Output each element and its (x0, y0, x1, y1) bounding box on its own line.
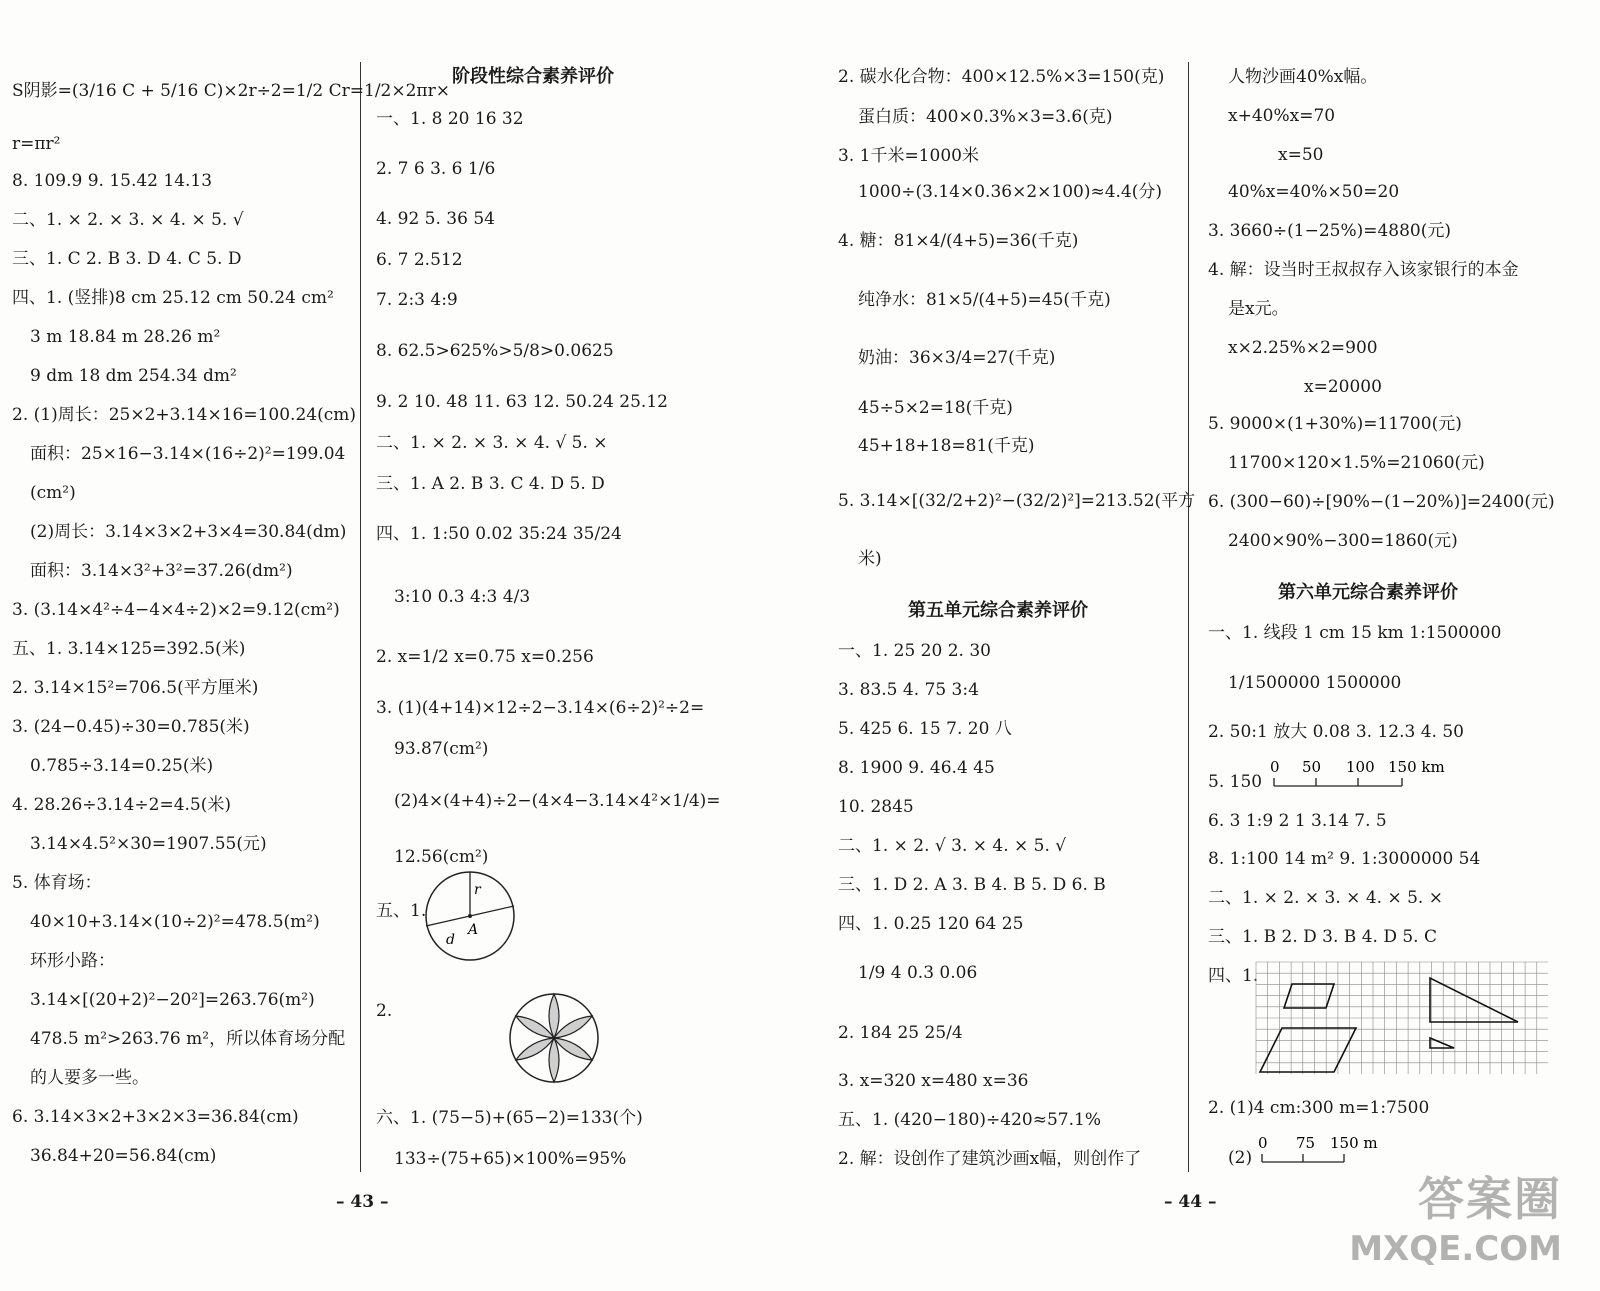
text-line: 5. 150 (1208, 772, 1263, 792)
page-number-43: – 43 – (336, 1192, 389, 1212)
circle-figure (422, 868, 518, 964)
text-line: 3 m 18.84 m 28.26 m² (30, 327, 221, 347)
text-line: r=πr² (12, 134, 61, 154)
text-line: 三、1. B 2. D 3. B 4. D 5. C (1208, 927, 1437, 947)
watermark-url: MXQE.COM (1349, 1229, 1562, 1269)
text-line: 三、1. C 2. B 3. D 4. C 5. D (12, 249, 242, 269)
text-line: 40%x=40%×50=20 (1228, 182, 1400, 202)
scale-bar-150km (1268, 758, 1468, 794)
text-line: (2) (1228, 1148, 1253, 1168)
text-line: x×2.25%×2=900 (1228, 338, 1378, 358)
svg-text:0: 0 (1270, 758, 1280, 776)
text-line: 3.14×[(20+2)²−20²]=263.76(m²) (30, 990, 315, 1010)
text-line: 3. 83.5 4. 75 3:4 (838, 680, 979, 700)
text-line: 36.84+20=56.84(cm) (30, 1146, 217, 1166)
text-line: 1/9 4 0.3 0.06 (858, 963, 978, 983)
text-line: 四、1. (竖排)8 cm 25.12 cm 50.24 cm² (12, 288, 334, 308)
text-line: 11700×120×1.5%=21060(元) (1228, 453, 1485, 473)
text-line: 3. 1千米=1000米 (838, 146, 979, 166)
text-line: 8. 62.5>625%>5/8>0.0625 (376, 341, 614, 361)
text-line: 4. 糖：81×4/(4+5)=36(千克) (838, 231, 1079, 251)
text-line: 1000÷(3.14×0.36×2×100)≈4.4(分) (858, 182, 1163, 202)
text-line: 蛋白质：400×0.3%×3=3.6(克) (858, 107, 1113, 127)
text-line: 的人要多一些。 (30, 1068, 149, 1088)
column-divider-right (1188, 62, 1189, 1172)
text-line: 5. 425 6. 15 7. 20 八 (838, 719, 1012, 739)
text-line: x=50 (1278, 145, 1324, 165)
text-line: 12.56(cm²) (394, 847, 489, 867)
text-line: 0.785÷3.14=0.25(米) (30, 756, 214, 776)
text-line: 3. (3.14×4²÷4−4×4÷2)×2=9.12(cm²) (12, 600, 340, 620)
grid-drawing-figure (1254, 960, 1554, 1078)
text-line: 人物沙画40%x幅。 (1228, 67, 1378, 87)
text-line: 6. (300−60)÷[90%−(1−20%)]=2400(元) (1208, 492, 1555, 512)
text-line: 4. 解：设当时王叔叔存入该家银行的本金 (1208, 260, 1519, 280)
radius-label: r (474, 882, 481, 898)
text-line: 2. (376, 1001, 393, 1021)
text-line: 6. 3.14×3×2+3×2×3=36.84(cm) (12, 1107, 299, 1127)
section-title: 第五单元综合素养评价 (908, 600, 1088, 621)
text-line: 4. 92 5. 36 54 (376, 209, 495, 229)
text-line: 3:10 0.3 4:3 4/3 (394, 587, 531, 607)
text-line: 2400×90%−300=1860(元) (1228, 531, 1458, 551)
text-line: 四、1. 0.25 120 64 25 (838, 914, 1024, 934)
text-line: 5. 体育场： (12, 873, 102, 893)
text-line: 米) (858, 549, 882, 569)
column-divider-left (360, 62, 361, 1172)
watermark-logo-text: 答案圈 (1418, 1172, 1562, 1226)
section-title: 阶段性综合素养评价 (452, 66, 614, 87)
svg-text:150 m: 150 m (1330, 1134, 1378, 1152)
text-line: 5. 9000×(1+30%)=11700(元) (1208, 414, 1462, 434)
text-line: 四、1. (1208, 966, 1259, 986)
text-line: S阴影=(3/16 C + 5/16 C)×2r÷2=1/2 Cr=1/2×2πr× (12, 81, 450, 101)
text-line: (2)4×(4+4)÷2−(4×4−3.14×4²×1/4)= (394, 791, 721, 811)
text-line: 奶油：36×3/4=27(千克) (858, 348, 1056, 368)
text-line: 环形小路： (30, 951, 115, 971)
text-line: 93.87(cm²) (394, 739, 489, 759)
text-line: 三、1. A 2. B 3. C 4. D 5. D (376, 474, 605, 494)
text-line: x+40%x=70 (1228, 106, 1336, 126)
text-line: 面积：3.14×3²+3²=37.26(dm²) (30, 561, 293, 581)
text-line: 纯净水：81×5/(4+5)=45(千克) (858, 290, 1111, 310)
text-line: 2. 50:1 放大 0.08 3. 12.3 4. 50 (1208, 722, 1464, 742)
text-line: 6. 7 2.512 (376, 250, 463, 270)
text-line: 6. 3 1:9 2 1 3.14 7. 5 (1208, 811, 1387, 831)
diameter-label: d (446, 932, 455, 948)
text-line: 五、1. (376, 901, 427, 921)
svg-text:100: 100 (1346, 758, 1375, 776)
text-line: 3. 3660÷(1−25%)=4880(元) (1208, 221, 1452, 241)
text-line: 六、1. (75−5)+(65−2)=133(个) (376, 1108, 643, 1128)
text-line: 一、1. 线段 1 cm 15 km 1:1500000 (1208, 623, 1502, 643)
text-line: 2. (1)4 cm:300 m=1:7500 (1208, 1098, 1430, 1118)
svg-text:150 km: 150 km (1388, 758, 1445, 776)
text-line: 45+18+18=81(千克) (858, 436, 1035, 456)
text-line: 2. (1)周长：25×2+3.14×16=100.24(cm) (12, 405, 357, 425)
flower-pattern-figure (506, 990, 602, 1086)
text-line: 四、1. 1:50 0.02 35:24 35/24 (376, 524, 622, 544)
text-line: 2. 3.14×15²=706.5(平方厘米) (12, 678, 259, 698)
text-line: 133÷(75+65)×100%=95% (394, 1149, 627, 1169)
text-line: 是x元。 (1228, 299, 1289, 319)
text-line: 9. 2 10. 48 11. 63 12. 50.24 25.12 (376, 392, 668, 412)
text-line: (2)周长：3.14×3×2+3×4=30.84(dm) (30, 522, 347, 542)
text-line: 3.14×4.5²×30=1907.55(元) (30, 834, 267, 854)
svg-text:50: 50 (1302, 758, 1322, 776)
text-line: 8. 1:100 14 m² 9. 1:3000000 54 (1208, 849, 1481, 869)
text-line: 3. (1)(4+14)×12÷2−3.14×(6÷2)²÷2= (376, 698, 705, 718)
text-line: 8. 1900 9. 46.4 45 (838, 758, 995, 778)
text-line: 7. 2:3 4:9 (376, 290, 458, 310)
text-line: 478.5 m²>263.76 m²，所以体育场分配 (30, 1029, 346, 1049)
text-line: 5. 3.14×[(32/2+2)²−(32/2)²]=213.52(平方 (838, 491, 1196, 511)
text-line: 一、1. 25 20 2. 30 (838, 641, 991, 661)
text-line: 五、1. 3.14×125=392.5(米) (12, 639, 246, 659)
text-line: 一、1. 8 20 16 32 (376, 109, 524, 129)
text-line: 二、1. × 2. √ 3. × 4. × 5. √ (838, 836, 1067, 856)
text-line: 二、1. × 2. × 3. × 4. × 5. √ (12, 210, 244, 230)
text-line: 3. x=320 x=480 x=36 (838, 1071, 1029, 1091)
text-line: 面积：25×16−3.14×(16÷2)²=199.04 (30, 444, 346, 464)
site-watermark (1349, 1163, 1562, 1269)
page-number-44: – 44 – (1164, 1192, 1217, 1212)
text-line: 2. 碳水化合物：400×12.5%×3=150(克) (838, 67, 1165, 87)
text-line: 9 dm 18 dm 254.34 dm² (30, 366, 237, 386)
text-line: 10. 2845 (838, 797, 914, 817)
text-line: 8. 109.9 9. 15.42 14.13 (12, 171, 213, 191)
svg-text:0: 0 (1258, 1134, 1268, 1152)
text-line: 二、1. × 2. × 3. × 4. √ 5. × (376, 433, 608, 453)
center-label: A (468, 922, 479, 938)
text-line: 五、1. (420−180)÷420≈57.1% (838, 1110, 1101, 1130)
text-line: 1/1500000 1500000 (1228, 673, 1402, 693)
text-line: 45÷5×2=18(千克) (858, 398, 1013, 418)
svg-text:75: 75 (1296, 1134, 1316, 1152)
text-line: 三、1. D 2. A 3. B 4. B 5. D 6. B (838, 875, 1106, 895)
text-line: (cm²) (30, 483, 76, 503)
section-title: 第六单元综合素养评价 (1278, 582, 1458, 603)
text-line: 40×10+3.14×(10÷2)²=478.5(m²) (30, 912, 320, 932)
text-line: 2. 7 6 3. 6 1/6 (376, 159, 496, 179)
text-line: 二、1. × 2. × 3. × 4. × 5. × (1208, 888, 1443, 908)
text-line: 4. 28.26÷3.14÷2=4.5(米) (12, 795, 231, 815)
text-line: 2. x=1/2 x=0.75 x=0.256 (376, 647, 594, 667)
text-line: 3. (24−0.45)÷30=0.785(米) (12, 717, 250, 737)
text-line: 2. 解：设创作了建筑沙画x幅，则创作了 (838, 1149, 1142, 1169)
text-line: 2. 184 25 25/4 (838, 1023, 963, 1043)
text-line: x=20000 (1304, 377, 1382, 397)
